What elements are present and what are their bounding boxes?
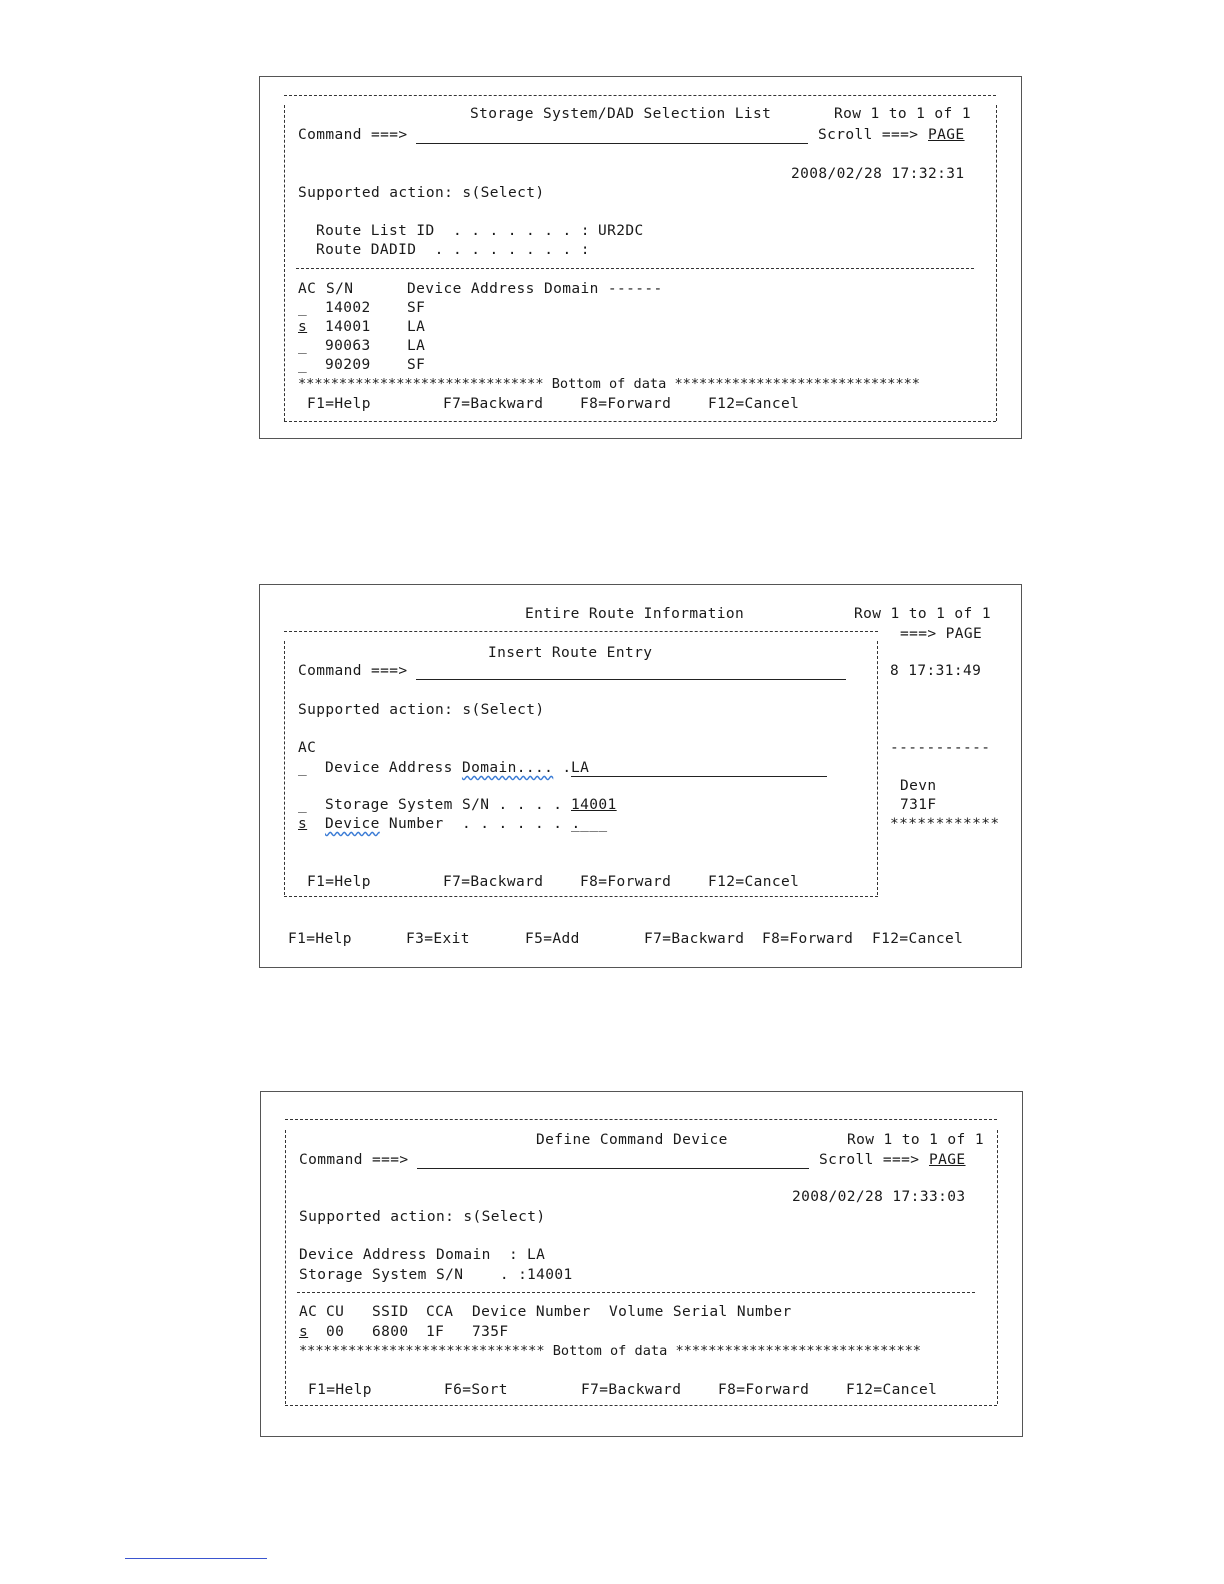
f3-exit-key[interactable]: F3=Exit (406, 931, 470, 947)
route-list-id-label: Route List ID . . . . . . . : (316, 223, 590, 239)
device-number-label (325, 815, 581, 833)
bottom-border (285, 1405, 997, 1406)
sn-ac-input[interactable]: _ (298, 797, 308, 813)
row-sn: 90209 (325, 357, 371, 373)
dad-ac-input[interactable]: _ (298, 760, 308, 776)
bottom-border (284, 421, 996, 422)
column-sn: S/N (326, 281, 354, 297)
column-cu: CU (326, 1304, 345, 1320)
row-dad: SF (407, 300, 426, 316)
top-border (285, 1119, 997, 1120)
popup-right-border (877, 641, 878, 895)
entire-route-information-panel (259, 584, 1022, 968)
row-sn: 90063 (325, 338, 371, 354)
storage-system-sn-label: Storage System S/N . . . . (325, 797, 563, 813)
f1-help-key[interactable]: F1=Help (308, 1382, 372, 1398)
supported-action: Supported action: s(Select) (298, 702, 545, 718)
row-ac-input[interactable]: s (299, 1324, 309, 1340)
footnote-divider (125, 1558, 267, 1559)
f7-backward-key[interactable]: F7=Backward (443, 396, 544, 412)
separator (296, 268, 974, 269)
bottom-of-data: ****************************** Bottom of data ****************************** (299, 1343, 921, 1359)
f6-sort-key[interactable]: F6=Sort (444, 1382, 508, 1398)
row-info: Row 1 to 1 of 1 (834, 106, 971, 122)
f1-help-key[interactable]: F1=Help (307, 396, 371, 412)
left-border (285, 1130, 286, 1404)
right-border (997, 1130, 998, 1404)
column-ssid: SSID (372, 1304, 409, 1320)
device-number-ac-input[interactable]: s (298, 816, 308, 832)
row-ssid: 6800 (372, 1324, 409, 1340)
f7-backward-key[interactable]: F7=Backward (644, 931, 745, 947)
define-command-device-panel (260, 1091, 1023, 1437)
dad-value: LA (527, 1247, 546, 1263)
row-dad: LA (407, 319, 426, 335)
scroll-input[interactable]: PAGE (928, 127, 965, 143)
row-sn: 14002 (325, 300, 371, 316)
device-number-input[interactable]: ____ (571, 816, 608, 832)
f12-cancel-key[interactable]: F12=Cancel (708, 396, 800, 412)
command-input[interactable] (417, 1168, 809, 1169)
row-device-number: 735F (472, 1324, 509, 1340)
storage-system-dad-selection-panel (259, 76, 1022, 439)
row-ac-input[interactable]: _ (298, 357, 308, 373)
row-ac-input[interactable]: s (298, 319, 308, 335)
supported-action: Supported action: s(Select) (299, 1209, 546, 1225)
datetime: 2008/02/28 17:33:03 (792, 1189, 966, 1205)
left-border (284, 105, 285, 421)
column-volume-serial-number: Volume Serial Number (609, 1304, 792, 1320)
popup-bottom-border (284, 896, 878, 897)
scroll-label: Scroll ===> (819, 1152, 920, 1168)
column-device-number: Device Number (472, 1304, 591, 1320)
background-row-info: Row 1 to 1 of 1 (854, 606, 991, 622)
dad-label-post: . (553, 760, 572, 776)
row-dad: LA (407, 338, 426, 354)
f1-help-key[interactable]: F1=Help (288, 931, 352, 947)
storage-system-sn-label: Storage System S/N . : (299, 1267, 528, 1283)
row-cca: 1F (426, 1324, 445, 1340)
dad-label-wavy: Domain.... (461, 760, 554, 776)
popup-f8-forward-key[interactable]: F8=Forward (580, 874, 672, 890)
popup-top-border (284, 631, 878, 632)
f12-cancel-key[interactable]: F12=Cancel (872, 931, 964, 947)
device-address-domain-underline (571, 776, 827, 777)
popup-title: Insert Route Entry (488, 645, 653, 661)
background-title: Entire Route Information (525, 606, 745, 622)
f12-cancel-key[interactable]: F12=Cancel (846, 1382, 938, 1398)
route-list-id-value: UR2DC (598, 223, 644, 239)
row-sn: 14001 (325, 319, 371, 335)
command-label: Command ===> (298, 663, 408, 679)
separator (297, 1292, 975, 1293)
column-ac: AC (298, 281, 317, 297)
background-devn-value: 731F (900, 797, 937, 813)
top-border (284, 95, 996, 96)
background-time: 8 17:31:49 (890, 663, 982, 679)
popup-f7-backward-key[interactable]: F7=Backward (443, 874, 544, 890)
row-ac-input[interactable]: _ (298, 338, 308, 354)
background-stars: ************ (890, 816, 1000, 832)
background-separator: ----------- (890, 740, 991, 756)
right-border (996, 105, 997, 421)
f8-forward-key[interactable]: F8=Forward (762, 931, 854, 947)
f7-backward-key[interactable]: F7=Backward (581, 1382, 682, 1398)
dad-label (325, 759, 572, 777)
column-device-address-domain: Device Address Domain ------ (407, 281, 663, 297)
command-label: Command ===> (298, 127, 408, 143)
row-cu: 00 (326, 1324, 345, 1340)
device-address-domain-input[interactable]: LA (571, 760, 590, 776)
device-number-label-wavy: Device (325, 816, 380, 832)
dad-label: Device Address Domain : (299, 1247, 519, 1263)
row-info: Row 1 to 1 of 1 (847, 1132, 984, 1148)
command-label: Command ===> (299, 1152, 409, 1168)
screen-title: Storage System/DAD Selection List (470, 106, 772, 122)
device-number-label-post: Number . . . . . . . (379, 816, 581, 832)
popup-f1-help-key[interactable]: F1=Help (307, 874, 371, 890)
scroll-label: Scroll ===> (818, 127, 919, 143)
scroll-input[interactable]: PAGE (929, 1152, 966, 1168)
route-dadid-label: Route DADID . . . . . . . . : (316, 242, 590, 258)
f8-forward-key[interactable]: F8=Forward (580, 396, 672, 412)
column-cca: CCA (426, 1304, 454, 1320)
row-ac-input[interactable]: _ (298, 300, 308, 316)
column-ac: AC (299, 1304, 318, 1320)
f5-add-key[interactable]: F5=Add (525, 931, 580, 947)
background-devn-header: Devn (900, 778, 937, 794)
command-input[interactable] (416, 143, 808, 144)
screen-title: Define Command Device (536, 1132, 728, 1148)
popup-f12-cancel-key[interactable]: F12=Cancel (708, 874, 800, 890)
dad-label-pre: Device Address (325, 760, 462, 776)
popup-left-border (284, 641, 285, 895)
row-dad: SF (407, 357, 426, 373)
ac-header: AC (298, 740, 317, 756)
command-input[interactable] (416, 679, 846, 680)
f8-forward-key[interactable]: F8=Forward (718, 1382, 810, 1398)
datetime: 2008/02/28 17:32:31 (791, 166, 965, 182)
background-scroll: ===> PAGE (900, 626, 983, 642)
supported-action: Supported action: s(Select) (298, 185, 545, 201)
bottom-of-data: ****************************** Bottom of data ****************************** (298, 376, 920, 392)
storage-system-sn-value: 14001 (527, 1267, 573, 1283)
storage-system-sn-input[interactable]: 14001 (571, 797, 617, 813)
